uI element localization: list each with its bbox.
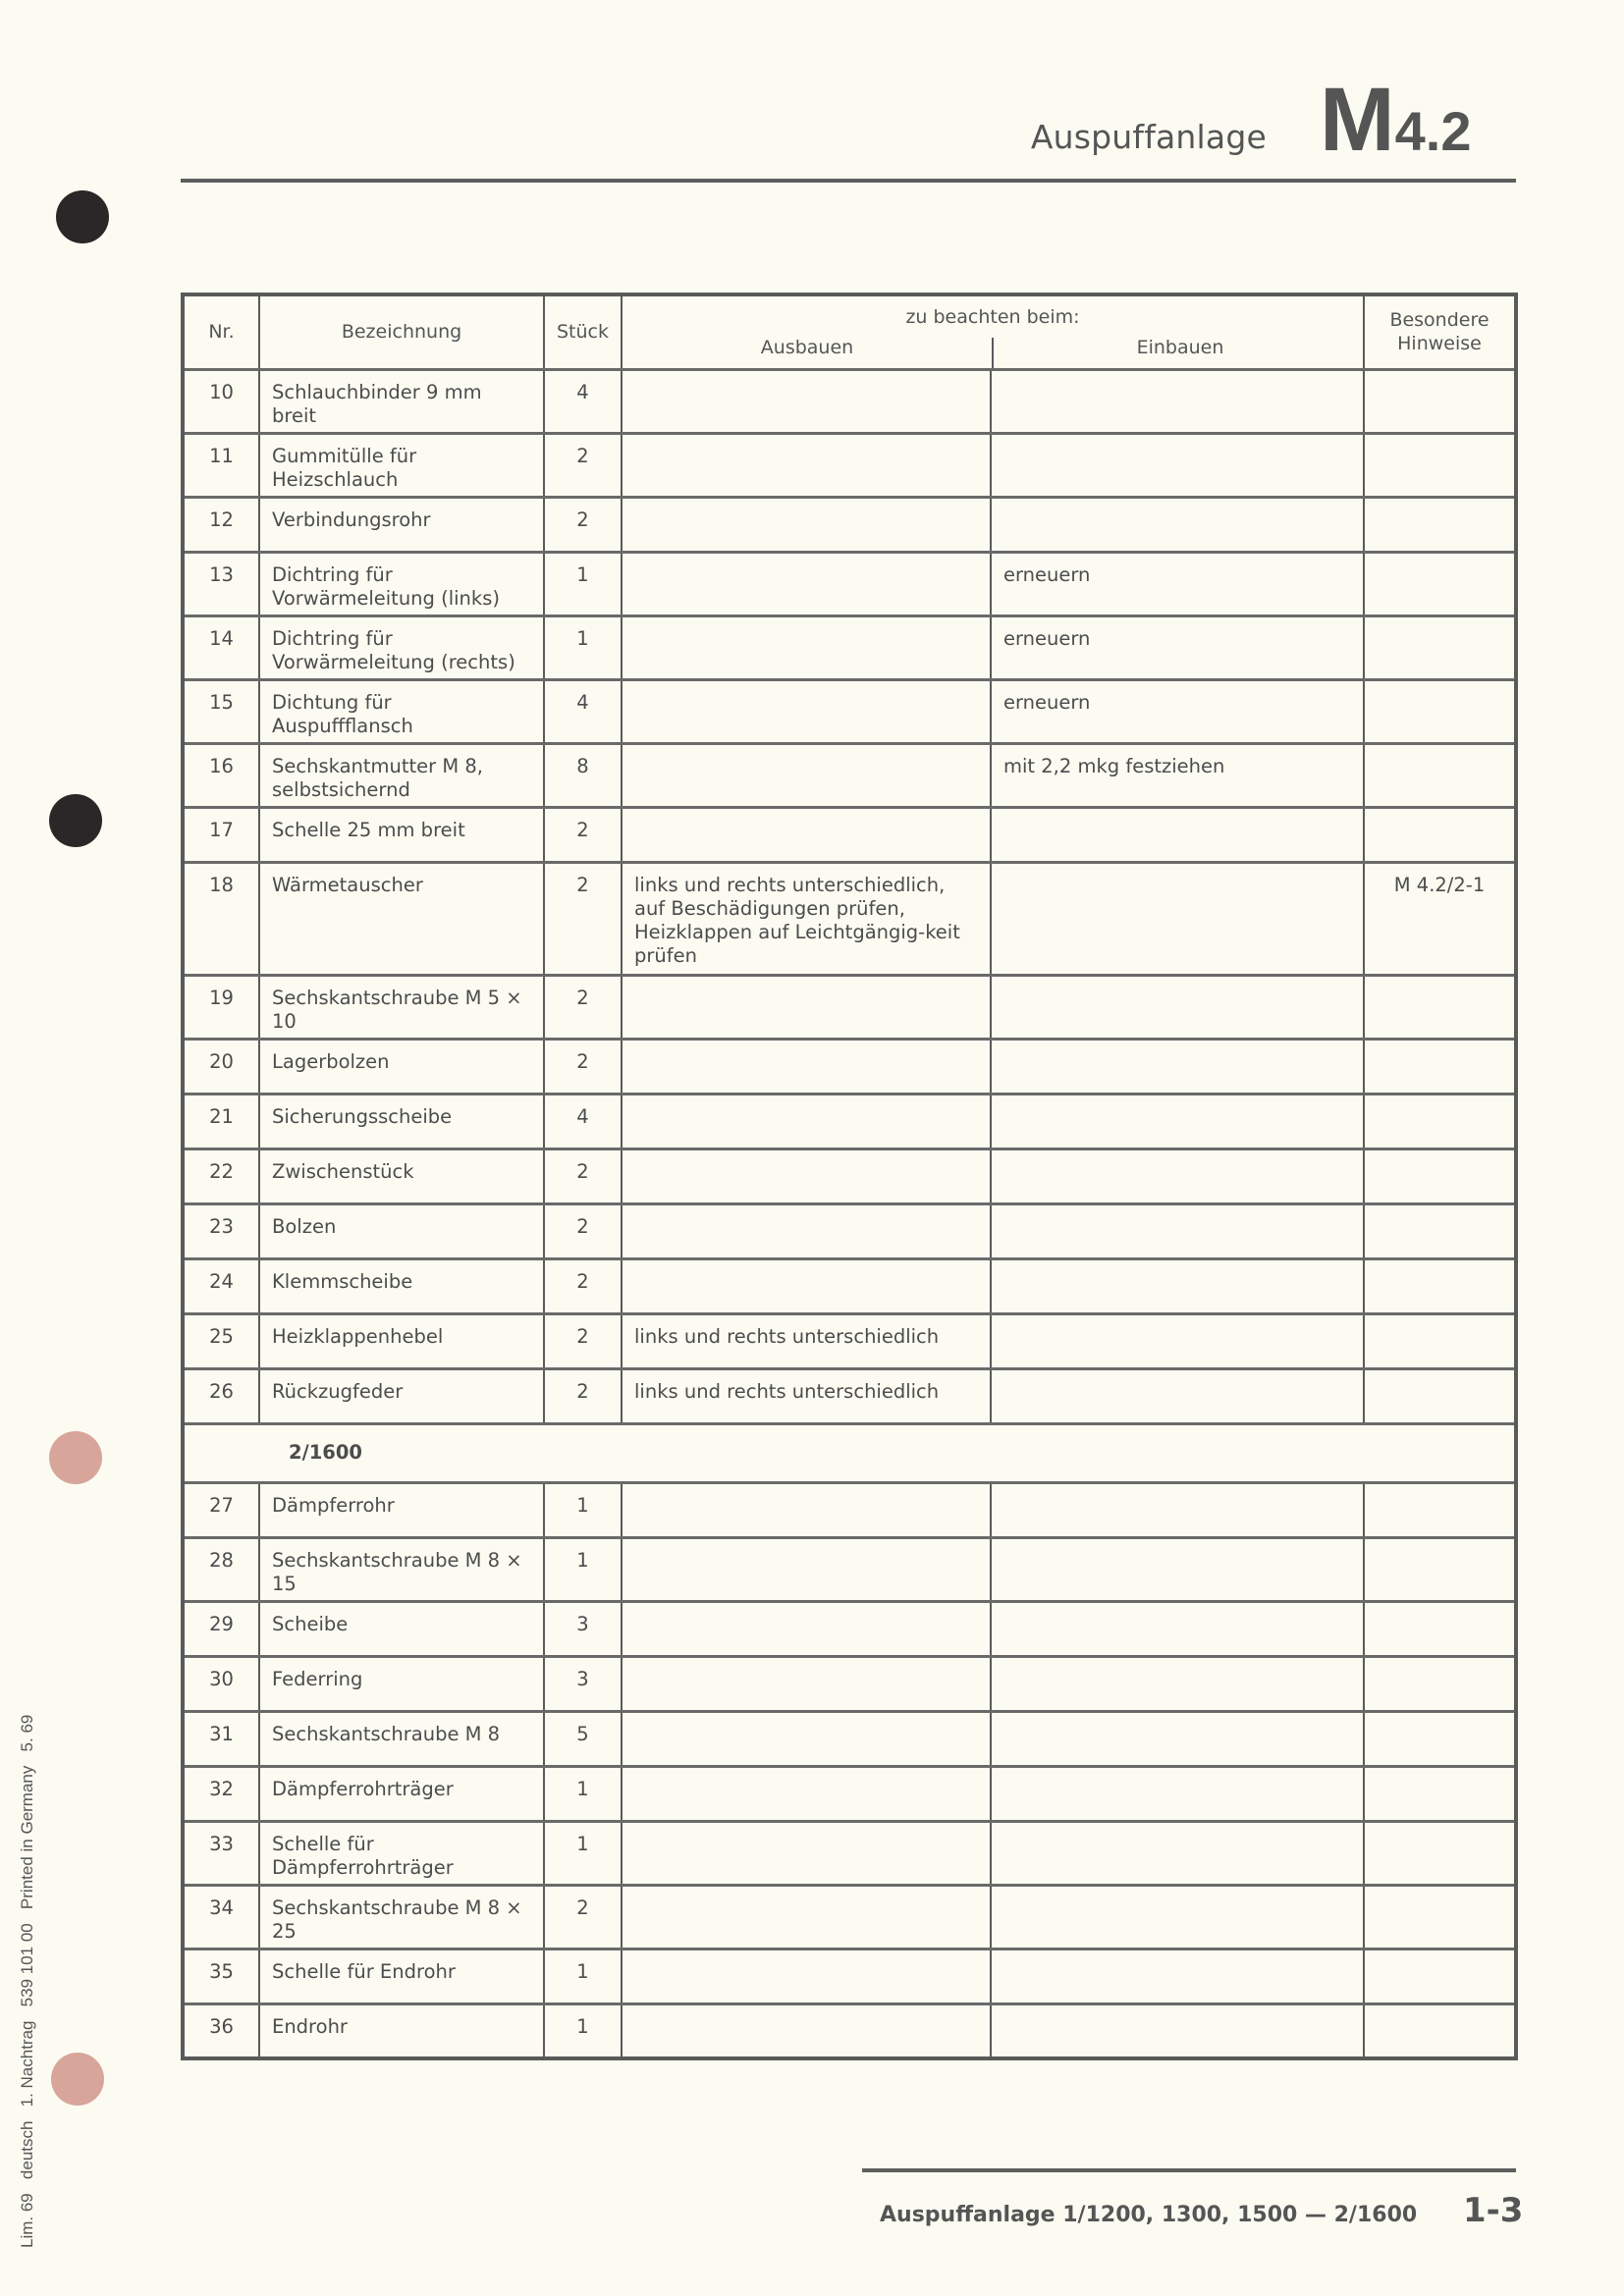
cell-ausbauen: [622, 1766, 991, 1821]
cell-ausbauen: [622, 743, 991, 807]
cell-nr: 30: [183, 1656, 259, 1711]
cell-stueck: 1: [544, 615, 622, 679]
column-header-bezeichnung: Bezeichnung: [259, 294, 544, 369]
cell-nr: 33: [183, 1821, 259, 1885]
table-row: [183, 1601, 1516, 1656]
table-body: [183, 369, 1516, 2058]
cell-hinweise: [1364, 433, 1516, 497]
cell-nr: 12: [183, 497, 259, 552]
table-row: [183, 1537, 1516, 1601]
cell-hinweise: [1364, 1313, 1516, 1368]
cell-einbauen: erneuern: [991, 615, 1364, 679]
cell-bezeichnung: Sechskantschraube M 5 × 10: [259, 975, 544, 1039]
cell-stueck: 1: [544, 1766, 622, 1821]
cell-bezeichnung: Sechskantmutter M 8, selbstsichernd: [259, 743, 544, 807]
cell-ausbauen: links und rechts unterschiedlich: [622, 1368, 991, 1423]
column-header-stueck: Stück: [544, 294, 622, 369]
cell-bezeichnung: Verbindungsrohr: [259, 497, 544, 552]
cell-hinweise: [1364, 1537, 1516, 1601]
cell-nr: 25: [183, 1313, 259, 1368]
cell-stueck: 3: [544, 1656, 622, 1711]
cell-einbauen: [991, 369, 1364, 433]
cell-bezeichnung: Bolzen: [259, 1203, 544, 1258]
cell-hinweise: [1364, 1711, 1516, 1766]
table-row: [183, 1148, 1516, 1203]
print-info: Lim. 69 deutsch 1. Nachtrag 539 101 00 Printed in Germany 5. 69: [18, 1714, 36, 2248]
cell-hinweise: [1364, 1368, 1516, 1423]
table-row: [183, 1885, 1516, 1949]
cell-stueck: 2: [544, 497, 622, 552]
punch-hole: [51, 2053, 104, 2106]
footer-title: Auspuffanlage 1/1200, 1300, 1500 — 2/1600: [880, 2203, 1418, 2227]
punch-hole: [56, 190, 109, 243]
cell-bezeichnung: Sechskantschraube M 8 × 25: [259, 1885, 544, 1949]
cell-einbauen: [991, 1821, 1364, 1885]
cell-stueck: 2: [544, 433, 622, 497]
cell-ausbauen: [622, 1537, 991, 1601]
cell-nr: 18: [183, 862, 259, 975]
cell-stueck: 2: [544, 1368, 622, 1423]
cell-nr: 15: [183, 679, 259, 743]
cell-bezeichnung: Klemmscheibe: [259, 1258, 544, 1313]
cell-stueck: 2: [544, 1258, 622, 1313]
cell-bezeichnung: Schelle für Dämpferrohrträger: [259, 1821, 544, 1885]
cell-ausbauen: [622, 975, 991, 1039]
section-code: [1320, 69, 1472, 172]
cell-stueck: 1: [544, 1537, 622, 1601]
cell-hinweise: [1364, 1601, 1516, 1656]
cell-nr: 27: [183, 1482, 259, 1537]
cell-bezeichnung: Dichtung für Auspuffflansch: [259, 679, 544, 743]
cell-hinweise: [1364, 497, 1516, 552]
cell-nr: 21: [183, 1094, 259, 1148]
cell-nr: 28: [183, 1537, 259, 1601]
cell-einbauen: [991, 2003, 1364, 2058]
cell-nr: 31: [183, 1711, 259, 1766]
cell-ausbauen: [622, 1258, 991, 1313]
table-row: [183, 1094, 1516, 1148]
cell-nr: 35: [183, 1949, 259, 2003]
cell-einbauen: [991, 1094, 1364, 1148]
cell-einbauen: [991, 1482, 1364, 1537]
cell-bezeichnung: Dichtring für Vorwärmeleitung (links): [259, 552, 544, 615]
cell-hinweise: [1364, 1148, 1516, 1203]
cell-bezeichnung: Sechskantschraube M 8 × 15: [259, 1537, 544, 1601]
cell-nr: 29: [183, 1601, 259, 1656]
table-row: [183, 743, 1516, 807]
table-row: [183, 552, 1516, 615]
cell-stueck: 2: [544, 1039, 622, 1094]
cell-bezeichnung: Rückzugfeder: [259, 1368, 544, 1423]
cell-hinweise: [1364, 2003, 1516, 2058]
cell-bezeichnung: Lagerbolzen: [259, 1039, 544, 1094]
cell-einbauen: [991, 1368, 1364, 1423]
cell-einbauen: [991, 497, 1364, 552]
cell-stueck: 1: [544, 1821, 622, 1885]
section-code-letter: M: [1320, 70, 1393, 170]
cell-hinweise: [1364, 1094, 1516, 1148]
table-row: [183, 862, 1516, 975]
cell-hinweise: [1364, 1482, 1516, 1537]
cell-bezeichnung: Dämpferrohr: [259, 1482, 544, 1537]
footer-rule: [862, 2168, 1516, 2172]
cell-einbauen: [991, 1766, 1364, 1821]
cell-stueck: 1: [544, 2003, 622, 2058]
cell-hinweise: [1364, 615, 1516, 679]
cell-einbauen: [991, 1656, 1364, 1711]
cell-stueck: 2: [544, 1203, 622, 1258]
table-row: [183, 1482, 1516, 1537]
cell-bezeichnung: Sechskantschraube M 8: [259, 1711, 544, 1766]
cell-ausbauen: [622, 1821, 991, 1885]
table-row: [183, 497, 1516, 552]
cell-stueck: 2: [544, 975, 622, 1039]
cell-nr: 11: [183, 433, 259, 497]
table-row: [183, 369, 1516, 433]
cell-einbauen: [991, 862, 1364, 975]
cell-stueck: 1: [544, 1949, 622, 2003]
table-row: [183, 1039, 1516, 1094]
cell-stueck: 4: [544, 1094, 622, 1148]
section-title: Auspuffanlage: [1030, 118, 1267, 156]
cell-ausbauen: [622, 1148, 991, 1203]
cell-ausbauen: [622, 1094, 991, 1148]
cell-ausbauen: [622, 2003, 991, 2058]
punch-hole: [49, 1431, 102, 1484]
column-header-nr: Nr.: [183, 294, 259, 369]
cell-einbauen: [991, 1949, 1364, 2003]
cell-einbauen: [991, 1885, 1364, 1949]
cell-einbauen: [991, 1537, 1364, 1601]
cell-bezeichnung: Wärmetauscher: [259, 862, 544, 975]
cell-stueck: 4: [544, 369, 622, 433]
cell-ausbauen: [622, 433, 991, 497]
cell-bezeichnung: Scheibe: [259, 1601, 544, 1656]
cell-nr: 36: [183, 2003, 259, 2058]
cell-bezeichnung: Sicherungsscheibe: [259, 1094, 544, 1148]
cell-bezeichnung: Gummitülle für Heizschlauch: [259, 433, 544, 497]
section-label: 2/1600: [183, 1423, 1516, 1482]
cell-hinweise: [1364, 1039, 1516, 1094]
cell-stueck: 2: [544, 1148, 622, 1203]
cell-ausbauen: [622, 1482, 991, 1537]
cell-bezeichnung: Dichtring für Vorwärmeleitung (rechts): [259, 615, 544, 679]
cell-ausbauen: [622, 1601, 991, 1656]
cell-hinweise: [1364, 1821, 1516, 1885]
cell-ausbauen: [622, 1656, 991, 1711]
cell-hinweise: [1364, 1885, 1516, 1949]
cell-bezeichnung: Endrohr: [259, 2003, 544, 2058]
cell-ausbauen: [622, 1039, 991, 1094]
cell-ausbauen: [622, 615, 991, 679]
cell-einbauen: [991, 1148, 1364, 1203]
cell-ausbauen: links und rechts unterschiedlich, auf Beschädigungen prüfen, Heizklappen auf Leichtgängig-keit prüfen: [622, 862, 991, 975]
cell-einbauen: [991, 807, 1364, 862]
cell-hinweise: [1364, 679, 1516, 743]
cell-nr: 19: [183, 975, 259, 1039]
cell-stueck: 2: [544, 862, 622, 975]
table-row: [183, 1711, 1516, 1766]
cell-hinweise: [1364, 369, 1516, 433]
table-row: [183, 1821, 1516, 1885]
cell-stueck: 4: [544, 679, 622, 743]
cell-nr: 10: [183, 369, 259, 433]
table-row: [183, 1258, 1516, 1313]
cell-hinweise: [1364, 1949, 1516, 2003]
table-header-row: [183, 294, 1516, 369]
cell-nr: 26: [183, 1368, 259, 1423]
cell-ausbauen: [622, 369, 991, 433]
parts-table: [181, 293, 1518, 2060]
cell-einbauen: [991, 1203, 1364, 1258]
table-row: [183, 975, 1516, 1039]
cell-nr: 16: [183, 743, 259, 807]
cell-stueck: 1: [544, 1482, 622, 1537]
table-row: [183, 679, 1516, 743]
section-row: [183, 1423, 1516, 1482]
cell-nr: 23: [183, 1203, 259, 1258]
cell-nr: 14: [183, 615, 259, 679]
cell-nr: 17: [183, 807, 259, 862]
table-row: [183, 1203, 1516, 1258]
cell-bezeichnung: Federring: [259, 1656, 544, 1711]
cell-einbauen: [991, 1313, 1364, 1368]
column-header-hinweise: Besondere Hinweise: [1364, 294, 1516, 369]
cell-ausbauen: [622, 1949, 991, 2003]
cell-ausbauen: [622, 1203, 991, 1258]
cell-ausbauen: [622, 1711, 991, 1766]
cell-hinweise: [1364, 1766, 1516, 1821]
column-header-ausbauen: Ausbauen: [760, 337, 854, 358]
cell-stueck: 2: [544, 807, 622, 862]
cell-bezeichnung: Dämpferrohrträger: [259, 1766, 544, 1821]
column-group-title: zu beachten beim:: [905, 306, 1080, 328]
cell-hinweise: [1364, 975, 1516, 1039]
column-header-einbauen: Einbauen: [1136, 337, 1224, 358]
cell-bezeichnung: Schelle 25 mm breit: [259, 807, 544, 862]
cell-stueck: 2: [544, 1885, 622, 1949]
section-code-number: 4.2: [1394, 100, 1472, 162]
table-row: [183, 1313, 1516, 1368]
cell-hinweise: [1364, 807, 1516, 862]
header-rule: [181, 179, 1516, 183]
cell-einbauen: [991, 1258, 1364, 1313]
cell-nr: 22: [183, 1148, 259, 1203]
cell-ausbauen: [622, 807, 991, 862]
cell-ausbauen: [622, 679, 991, 743]
cell-einbauen: erneuern: [991, 552, 1364, 615]
cell-nr: 32: [183, 1766, 259, 1821]
cell-ausbauen: [622, 552, 991, 615]
cell-ausbauen: [622, 1885, 991, 1949]
cell-nr: 24: [183, 1258, 259, 1313]
cell-ausbauen: [622, 497, 991, 552]
cell-hinweise: [1364, 1656, 1516, 1711]
cell-bezeichnung: Schlauchbinder 9 mm breit: [259, 369, 544, 433]
cell-hinweise: [1364, 1258, 1516, 1313]
table-row: [183, 1949, 1516, 2003]
cell-hinweise: [1364, 552, 1516, 615]
table-row: [183, 2003, 1516, 2058]
cell-ausbauen: links und rechts unterschiedlich: [622, 1313, 991, 1368]
cell-einbauen: [991, 1039, 1364, 1094]
cell-einbauen: [991, 1601, 1364, 1656]
table-row: [183, 433, 1516, 497]
page-number: 1-3: [1463, 2191, 1524, 2230]
cell-stueck: 3: [544, 1601, 622, 1656]
cell-bezeichnung: Zwischenstück: [259, 1148, 544, 1203]
cell-hinweise: [1364, 743, 1516, 807]
cell-hinweise: [1364, 1203, 1516, 1258]
cell-einbauen: [991, 433, 1364, 497]
cell-stueck: 1: [544, 552, 622, 615]
column-group-zu-beachten: [622, 294, 1364, 369]
table-row: [183, 615, 1516, 679]
cell-stueck: 8: [544, 743, 622, 807]
cell-einbauen: mit 2,2 mkg festziehen: [991, 743, 1364, 807]
cell-stueck: 5: [544, 1711, 622, 1766]
cell-einbauen: [991, 975, 1364, 1039]
cell-nr: 20: [183, 1039, 259, 1094]
table-row: [183, 1368, 1516, 1423]
cell-einbauen: erneuern: [991, 679, 1364, 743]
table-row: [183, 1656, 1516, 1711]
table-row: [183, 1766, 1516, 1821]
cell-nr: 13: [183, 552, 259, 615]
cell-einbauen: [991, 1711, 1364, 1766]
table-row: [183, 807, 1516, 862]
cell-hinweise: M 4.2/2-1: [1364, 862, 1516, 975]
cell-stueck: 2: [544, 1313, 622, 1368]
cell-bezeichnung: Schelle für Endrohr: [259, 1949, 544, 2003]
cell-bezeichnung: Heizklappenhebel: [259, 1313, 544, 1368]
punch-hole: [49, 794, 102, 847]
cell-nr: 34: [183, 1885, 259, 1949]
